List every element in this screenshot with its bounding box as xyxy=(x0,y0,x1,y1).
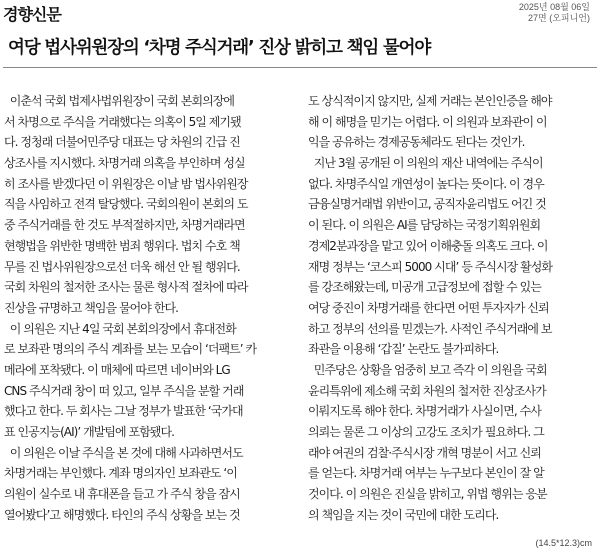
article-line: 를 강조해왔는데, 미공개 고급정보에 접할 수 있는 xyxy=(308,280,541,295)
article-line: 경제2분과장을 맡고 있어 이해충돌 의혹도 크다. 이 xyxy=(308,238,548,253)
article-headline: 여당 법사위원장의 ‘차명 주식거래’ 진상 밝히고 책임 물어야 xyxy=(8,38,431,58)
article-line: 이 된다. 이 의원은 AI를 담당하는 국정기획위원회 xyxy=(308,218,541,233)
publication-date: 2025년 08월 06일 xyxy=(518,2,590,12)
article-line: 메라에 포착됐다. 이 매체에 따르면 네이버와 LG xyxy=(4,362,230,377)
article-line: CNS 주식거래 창이 떠 있고, 일부 주식을 분할 거래 xyxy=(4,383,244,398)
article-line: 했다고 한다. 두 회사는 그날 정부가 발표한 ‘국가대 xyxy=(4,404,243,419)
article-line: 민주당은 상황을 엄중히 보고 즉각 이 의원을 국회 xyxy=(308,362,547,377)
article-line: 도 상식적이지 않지만, 실제 거래는 본인인증을 해야 xyxy=(308,94,552,108)
article-line: 직을 사임하고 전격 탈당했다. 국회의원이 본회의 도 xyxy=(4,197,248,212)
article-line: 없다. 차명주식일 개연성이 높다는 뜻이다. 이 경우 xyxy=(308,176,544,191)
article-line: 중 주식거래를 한 것도 부적절하지만, 차명거래라면 xyxy=(4,218,245,233)
article-line: 의 책임을 지는 것이 국민에 대한 도리다. xyxy=(308,507,499,522)
article-line: 서 차명으로 주식을 거래했다는 의혹이 5일 제기됐 xyxy=(4,114,241,129)
article-column-right xyxy=(308,91,598,525)
article-line: 좌관을 이용해 ‘갑질’ 논란도 불가피하다. xyxy=(308,342,499,357)
page-section: 27면 (오피니언) xyxy=(528,13,590,23)
article-line: 상조사를 지시했다. 차명거래 의혹을 부인하며 성실 xyxy=(4,156,245,171)
article-line: 금융실명거래법 위반이고, 공직자윤리법도 어긴 것 xyxy=(308,197,546,212)
article-line: 이 의원은 지난 4일 국회 본회의장에서 휴대전화 xyxy=(4,321,236,336)
article-line: 히 조사를 받겠다던 이 위원장은 이날 밤 법사위원장 xyxy=(4,176,248,191)
article-line: 현행법을 위반한 명백한 범죄 행위다. 법치 수호 책 xyxy=(4,238,240,253)
newspaper-logo: 경향신문 xyxy=(3,5,61,24)
article-line: 하고 정부의 선의를 믿겠는가. 사적인 주식거래에 보 xyxy=(308,321,552,336)
article-line: 진상을 규명하고 책임을 물어야 한다. xyxy=(4,300,178,315)
article-line: 로 보좌관 명의의 주식 계좌를 보는 모습이 ‘더팩트’ 카 xyxy=(4,342,257,357)
article-line: 래야 여권의 검찰·주식시장 개혁 명분이 서고 신뢰 xyxy=(308,445,541,460)
article-line: 재명 정부는 ‘코스피 5000 시대’ 등 주식시장 활성화 xyxy=(308,259,553,274)
article-line: 윤리특위에 제소해 국회 차원의 철저한 진상조사가 xyxy=(308,383,546,398)
article-line: 무를 진 법사위원장으로선 더욱 해선 안 될 행위다. xyxy=(4,259,240,274)
article-line: 를 얻는다. 차명거래 여부는 누구보다 본인이 잘 알 xyxy=(308,466,544,481)
article-line: 여당 중진이 차명거래를 한다면 어떤 투자자가 신뢰 xyxy=(308,300,549,315)
article-line: 차명거래는 부인했다. 계좌 명의자인 보좌관도 ‘이 xyxy=(4,466,237,481)
article-line: 익을 공유하는 경제공동체라도 된다는 것인가. xyxy=(308,135,525,150)
article-line: 이춘석 국회 법제사법위원장이 국회 본회의장에 xyxy=(4,94,235,108)
dateline xyxy=(519,2,590,24)
article-line: 이뤄지도록 해야 한다. 차명거래가 사실이면, 수사 xyxy=(308,404,541,419)
size-footnote: (14.5*12.3)cm xyxy=(535,538,592,548)
headline-divider xyxy=(3,67,597,68)
masthead xyxy=(0,0,600,34)
article-line: 국회 차원의 철저한 조사는 물론 형사적 절차에 따라 xyxy=(4,280,248,295)
article-line: 의원이 실수로 내 휴대폰을 들고 가 주식 창을 잠시 xyxy=(4,487,240,502)
article-line: 해 이 해명을 믿기는 어렵다. 이 의원과 보좌관이 이 xyxy=(308,114,547,129)
article-line: 것이다. 이 의원은 진실을 밝히고, 위법 행위는 응분 xyxy=(308,487,547,502)
article-line: 열어봤다’고 해명했다. 타인의 주식 상황을 보는 것 xyxy=(4,507,240,522)
article-column-left xyxy=(4,91,293,525)
article-line: 표 인공지능(AI)’ 개발팀에 포함됐다. xyxy=(4,425,174,439)
article-line: 지난 3월 공개된 이 의원의 재산 내역에는 주식이 xyxy=(308,156,543,171)
article-line: 의뢰는 물론 그 이상의 고강도 조치가 필요하다. 그 xyxy=(308,425,544,439)
article-line: 이 의원은 이날 주식을 본 것에 대해 사과하면서도 xyxy=(4,445,243,460)
article-line: 다. 정청래 더불어민주당 대표는 당 차원의 긴급 진 xyxy=(4,135,240,150)
